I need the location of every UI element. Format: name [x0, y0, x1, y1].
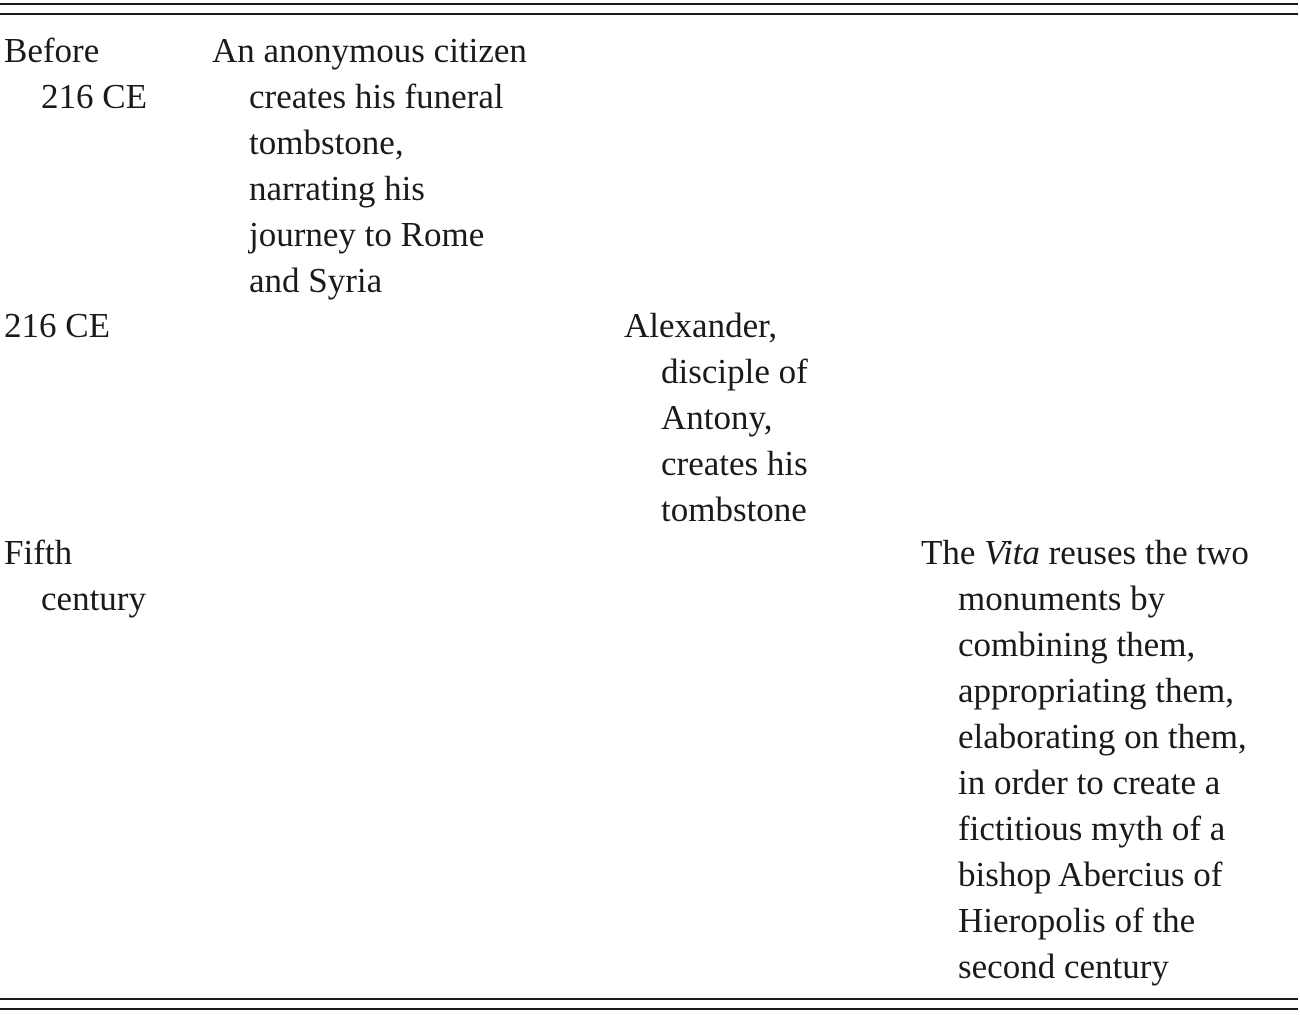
row3-event-line: appropriating them, — [958, 671, 1235, 710]
vita-title: Vita — [984, 533, 1040, 572]
row2-event — [624, 303, 808, 533]
top-rule-outer — [0, 3, 1298, 5]
row3-event-line: elaborating on them, — [958, 717, 1247, 756]
row3-event-text: reuses the two — [1039, 533, 1249, 572]
row3-event — [921, 530, 1249, 990]
row2-event-line: tombstone — [661, 490, 807, 529]
row3-event-line: combining them, — [958, 625, 1196, 664]
row1-event-line: narrating his — [249, 169, 425, 208]
row1-event-line: journey to Rome — [249, 215, 485, 254]
row2-event-line: Alexander, — [624, 306, 778, 345]
row3-date-line: Fifth — [4, 533, 73, 572]
row3-event-line: bishop Abercius of — [958, 855, 1223, 894]
row1-event-line: creates his funeral — [249, 77, 504, 116]
row3-event-line: in order to create a — [958, 763, 1221, 802]
row2-date — [4, 303, 110, 349]
row1-event-line: and Syria — [249, 261, 383, 300]
bottom-rule-inner — [0, 998, 1298, 1000]
row3-event-line: Hieropolis of the — [958, 901, 1196, 940]
row3-date-line: century — [41, 579, 146, 618]
row3-event-text: The — [921, 533, 985, 572]
bottom-rule-outer — [0, 1008, 1298, 1010]
row2-date-line: 216 CE — [4, 306, 110, 345]
row1-date-line: 216 CE — [41, 77, 147, 116]
row2-event-line: disciple of — [661, 352, 808, 391]
row2-event-line: Antony, — [661, 398, 773, 437]
row3-event-line: second century — [958, 947, 1169, 986]
row3-date — [4, 530, 146, 622]
row3-event-line — [921, 530, 1249, 576]
row1-event — [212, 28, 527, 304]
row3-event-line: monuments by — [958, 579, 1166, 618]
row1-date-line: Before — [4, 31, 100, 70]
row1-event-line: An anonymous citizen — [212, 31, 527, 70]
row2-event-line: creates his — [661, 444, 808, 483]
top-rule-inner — [0, 13, 1298, 15]
row1-date — [4, 28, 147, 120]
row3-event-line: fictitious myth of a — [958, 809, 1226, 848]
row1-event-line: tombstone, — [249, 123, 404, 162]
